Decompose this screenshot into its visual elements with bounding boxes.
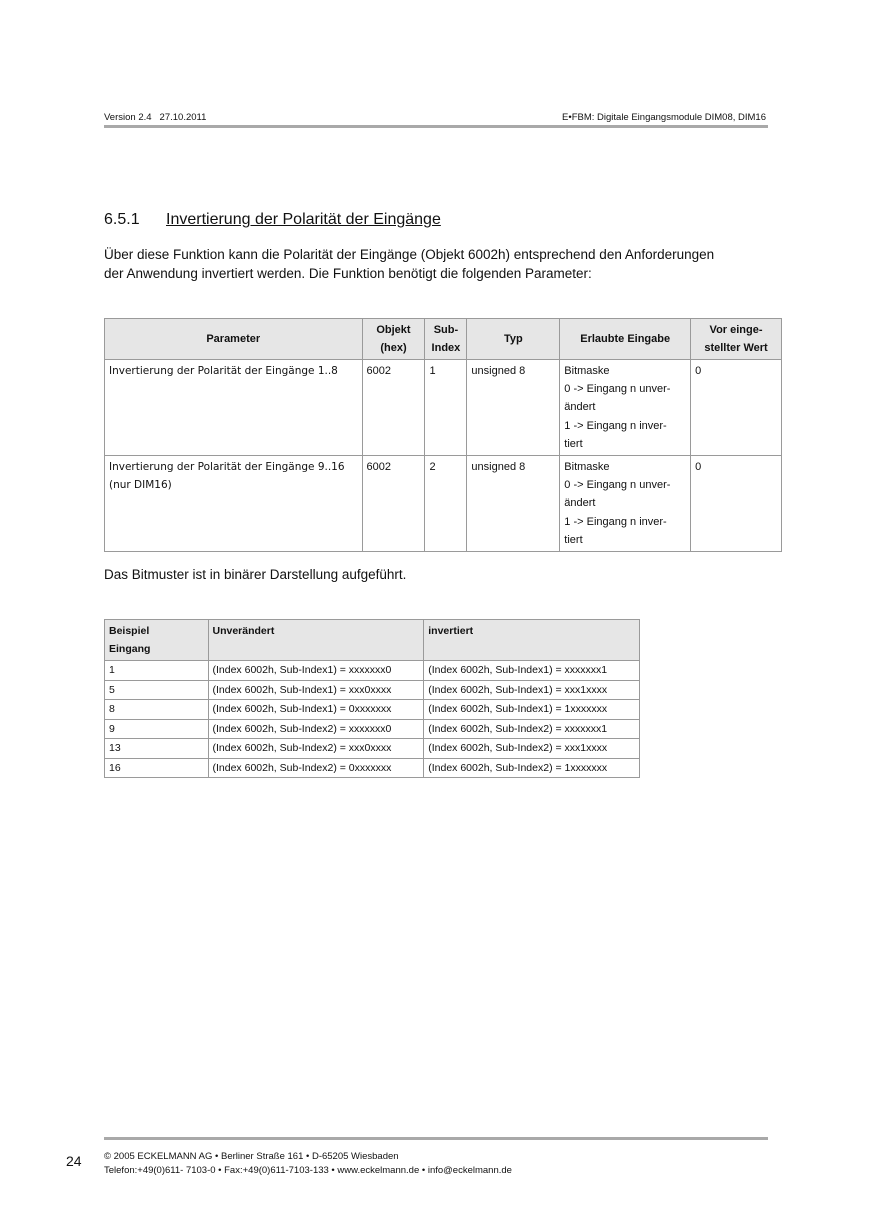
- example-unveraendert: (Index 6002h, Sub-Index2) = xxxxxxx0: [208, 719, 424, 739]
- example-eingang: 16: [105, 758, 209, 778]
- example-eingang: 5: [105, 680, 209, 700]
- param-eingabe: Bitmaske 0 -> Eingang n unver- ändert 1 -> Eingang n inver- tiert: [560, 456, 691, 552]
- header-vor-eingestellter-wert: Vor einge- stellter Wert: [691, 319, 782, 360]
- section-number: 6.5.1: [104, 211, 140, 228]
- example-invertiert: (Index 6002h, Sub-Index1) = xxx1xxxx: [424, 680, 640, 700]
- example-table: [104, 619, 640, 778]
- param-sub-index: 1: [425, 360, 467, 456]
- example-unveraendert: (Index 6002h, Sub-Index1) = 0xxxxxxx: [208, 700, 424, 720]
- header-parameter: Parameter: [105, 319, 363, 360]
- example-unveraendert: (Index 6002h, Sub-Index2) = 0xxxxxxx: [208, 758, 424, 778]
- parameter-table-header: [105, 319, 782, 360]
- intro-line-1: Über diese Funktion kann die Polarität der Eingänge (Objekt 6002h) entsprechend den Anforderungen: [104, 247, 715, 262]
- example-invertiert: (Index 6002h, Sub-Index2) = 1xxxxxxx: [424, 758, 640, 778]
- example-unveraendert: (Index 6002h, Sub-Index1) = xxxxxxx0: [208, 661, 424, 681]
- header-version: Version 2.4: [104, 112, 152, 123]
- param-name: Invertierung der Polarität der Eingänge 9..16 (nur DIM16): [105, 456, 363, 552]
- header-version-date: [104, 112, 206, 123]
- bitmuster-note: Das Bitmuster ist in binärer Darstellung aufgeführt.: [104, 567, 407, 582]
- example-invertiert: (Index 6002h, Sub-Index2) = xxx1xxxx: [424, 739, 640, 759]
- example-invertiert: (Index 6002h, Sub-Index1) = xxxxxxx1: [424, 661, 640, 681]
- header-beispiel-eingang: Beispiel Eingang: [105, 620, 209, 661]
- param-objekt: 6002: [362, 360, 425, 456]
- header-objekt: Objekt (hex): [362, 319, 425, 360]
- header-invertiert: invertiert: [424, 620, 640, 661]
- example-eingang: 1: [105, 661, 209, 681]
- header-rule: [104, 125, 768, 128]
- footer-contact: Telefon:+49(0)611- 7103-0 • Fax:+49(0)611-7103-133 • www.eckelmann.de • info@eckelmann.de: [104, 1165, 512, 1176]
- example-invertiert: (Index 6002h, Sub-Index1) = 1xxxxxxx: [424, 700, 640, 720]
- header-date: 27.10.2011: [159, 112, 207, 123]
- table-row: [105, 719, 640, 739]
- table-row: [105, 758, 640, 778]
- param-default: 0: [691, 456, 782, 552]
- param-name: Invertierung der Polarität der Eingänge 1..8: [105, 360, 363, 456]
- section-title: Invertierung der Polarität der Eingänge: [166, 211, 441, 228]
- header-doc-title: E•FBM: Digitale Eingangsmodule DIM08, DIM16: [562, 112, 766, 123]
- table-row: [105, 680, 640, 700]
- header-sub-index: Sub- Index: [425, 319, 467, 360]
- param-objekt: 6002: [362, 456, 425, 552]
- footer-address: © 2005 ECKELMANN AG • Berliner Straße 161 • D-65205 Wiesbaden: [104, 1151, 399, 1162]
- header-unveraendert: Unverändert: [208, 620, 424, 661]
- example-eingang: 9: [105, 719, 209, 739]
- table-row: [105, 360, 782, 456]
- header-typ: Typ: [467, 319, 560, 360]
- example-invertiert: (Index 6002h, Sub-Index2) = xxxxxxx1: [424, 719, 640, 739]
- table-row: [105, 456, 782, 552]
- intro-line-2: der Anwendung invertiert werden. Die Funktion benötigt die folgenden Parameter:: [104, 266, 592, 281]
- table-row: [105, 700, 640, 720]
- section-intro: [104, 245, 774, 283]
- param-sub-index: 2: [425, 456, 467, 552]
- example-unveraendert: (Index 6002h, Sub-Index2) = xxx0xxxx: [208, 739, 424, 759]
- page-number: 24: [66, 1153, 82, 1169]
- header-erlaubte-eingabe: Erlaubte Eingabe: [560, 319, 691, 360]
- example-table-header: [105, 620, 640, 661]
- example-unveraendert: (Index 6002h, Sub-Index1) = xxx0xxxx: [208, 680, 424, 700]
- example-eingang: 13: [105, 739, 209, 759]
- param-typ: unsigned 8: [467, 360, 560, 456]
- footer-rule: [104, 1137, 768, 1140]
- param-typ: unsigned 8: [467, 456, 560, 552]
- footer-company-info: [104, 1150, 512, 1178]
- example-eingang: 8: [105, 700, 209, 720]
- parameter-table: [104, 318, 782, 552]
- table-row: [105, 739, 640, 759]
- param-default: 0: [691, 360, 782, 456]
- section-heading: [104, 211, 441, 229]
- param-eingabe: Bitmaske 0 -> Eingang n unver- ändert 1 -> Eingang n inver- tiert: [560, 360, 691, 456]
- table-row: [105, 661, 640, 681]
